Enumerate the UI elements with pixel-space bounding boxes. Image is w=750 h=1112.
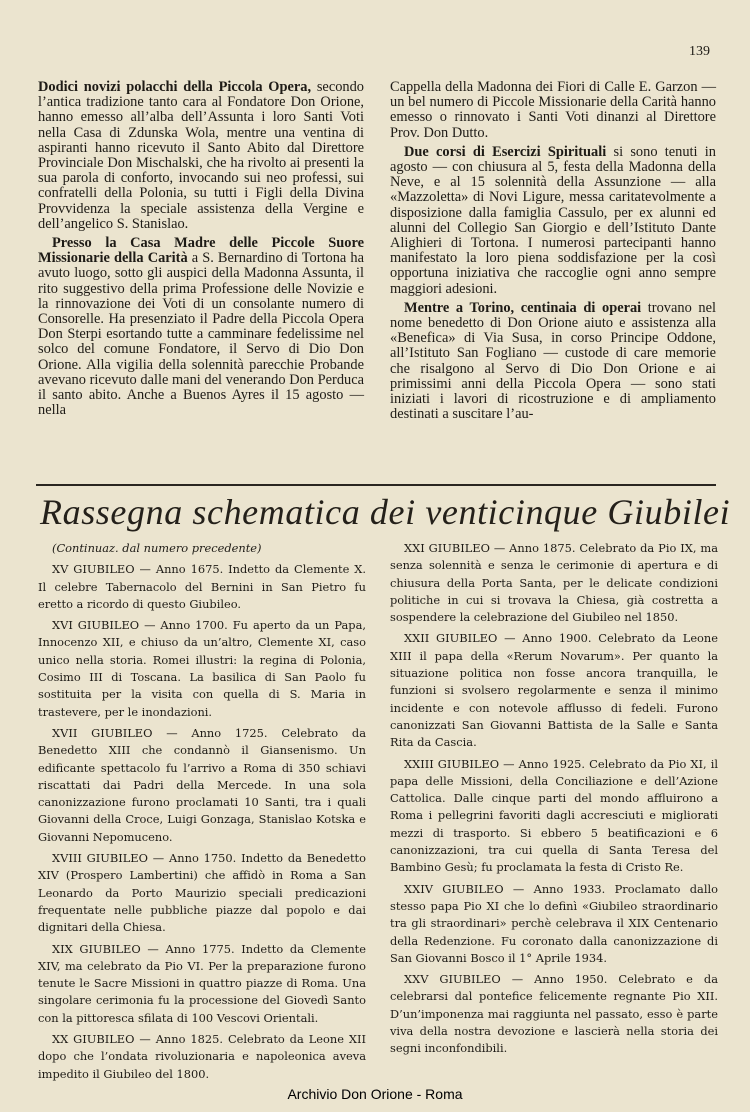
jubilee-column-left — [38, 540, 366, 1081]
news-text: secondo l’antica tradizione tanto cara al Fondatore Don Orione, hanno emesso all’alba dell’Assunta i loro Santi Voti nella Casa di Zdunska Wola, mentre una ventina di aspiranti hanno ricevuto il Santo Abito dal Direttore Provinciale Don Mischalski, che ha rivolto ai presenti la sua parola di conforto, invocando sui neo professi, sui confratelli della Polonia, su tutti i Figli della Divina Provvidenza la speciale assistenza della Vergine e dell’angelico S. Stanislao. — [38, 79, 364, 232]
news-lead: Presso la Casa Madre delle Piccole Suore Missionarie della Carità — [38, 235, 364, 267]
news-paragraph — [390, 301, 716, 423]
news-lead: Dodici novizi polacchi della Piccola Opera, — [38, 79, 312, 95]
jubilee-entry: XVII GIUBILEO — Anno 1725. Celebrato da Benedetto XIII che condannò il Giansenismo. Un edificante spettacolo fu l’arrivo a Roma di 350 schiavi riscattati dai Padri della Mercede. In una sola canonizzazione furono proclamati 10 Santi, tra i quali Giovanni della Croce, Luigi Gonzaga, Stanislao Kotska e Giovanni Nepomuceno. — [38, 725, 366, 844]
news-paragraph — [38, 80, 364, 232]
jubilee-entry: XV GIUBILEO — Anno 1675. Indetto da Clemente X. Il celebre Tabernacolo del Bernini in San Pietro fu eretto a ricordo di questo Giubileo. — [38, 562, 366, 611]
news-column-right — [390, 80, 716, 475]
jubilee-entry: XXIV GIUBILEO — Anno 1933. Proclamato dallo stesso papa Pio XI che lo definì «Giubileo straordinario tra gli straordinari» perchè celebrava il XIX Centenario della Redenzione. Fu coronato dalla canonizzazione di San Giovanni Bosco il 1° Aprile 1934. — [390, 881, 718, 965]
jubilee-entry: XX GIUBILEO — Anno 1825. Celebrato da Leone XII dopo che l’ondata rivoluzionaria e napoleonica aveva impedito il Giubileo del 1800. — [38, 1032, 366, 1081]
page-number: 139 — [689, 44, 710, 59]
archive-footer: Archivio Don Orione - Roma — [287, 1086, 463, 1102]
jubilee-entry: XIX GIUBILEO — Anno 1775. Indetto da Clemente XIV, ma celebrato da Pio VI. Per la preparazione furono tenute le Sacre Missioni in quattro piazze di Roma. Una singolare cerimonia fu la processione del Giovedì Santo con la pittoresca sfilata di 100 Vescovi Orientali. — [38, 941, 366, 1025]
news-paragraph — [390, 80, 716, 141]
news-lead: Due corsi di Esercizi Spirituali — [404, 143, 607, 160]
section-divider — [36, 484, 716, 486]
jubilee-entry: XXII GIUBILEO — Anno 1900. Celebrato da Leone XIII il papa della «Rerum Novarum». Per quanto la situazione politica non fosse ancora tranquilla, le funzioni si svolsero regolarmente e senza il minimo incidente e con notevole afflusso di fedeli. Furono canonizzati San Giovanni Battista de la Salle e Santa Rita da Cascia. — [390, 631, 718, 750]
jubilee-entry: XXIII GIUBILEO — Anno 1925. Celebrato da Pio XI, il papa delle Missioni, della Conciliazione e dell’Azione Cattolica. Dalle cinque parti del mondo affluirono a Roma i pellegrini favoriti dagli accresciuti e migliorati mezzi di trasporto. Si ebbero 5 beatificazioni e 6 canonizzazioni, tra cui quella di Santa Teresa del Bambino Gesù; fu proclamata la festa di Cristo Re. — [390, 756, 718, 875]
news-text: Cappella della Madonna dei Fiori di Calle E. Garzon — un bel numero di Piccole Missionarie della Carità hanno emesso o rinnovato i Santi Voti dinanzi al Direttore Prov. Don Dutto. — [390, 79, 716, 141]
jubilee-entry: XXV GIUBILEO — Anno 1950. Celebrato e da celebrarsi dal pontefice felicemente regnante Pio XII. D’un’imponenza mai raggiunta nel passato, esso è parte viva della nostra devozione e lascierà nella storia dei segni inconfondibili. — [390, 972, 718, 1056]
news-text: trovano nel nome benedetto di Don Orione aiuto e assistenza alla «Benefica» di Via Susa, in corso Principe Oddone, all’Istituto San Fogliano — custode di care memorie che risalgono al Servo di Dio Don Orione e ai primissimi anni della Piccola Opera — sono stati iniziati i lavori di ricostruzione e di ampliamento destinati a suscitare l’au- — [390, 299, 716, 423]
news-lead: Mentre a Torino, centinaia di operai — [404, 299, 642, 316]
continuation-note: (Continuaz. dal numero precedente) — [52, 541, 262, 555]
jubilee-entry: XVIII GIUBILEO — Anno 1750. Indetto da Benedetto XIV (Prospero Lambertini) che affidò in Roma a San Leonardo da Porto Maurizio speciali predicazioni frequentate nelle pubbliche piazze dal popolo e dai dignitari della Chiesa. — [38, 851, 366, 935]
article-headline: Rassegna schematica dei venticinque Giubilei — [40, 492, 731, 532]
jubilee-entry: XXI GIUBILEO — Anno 1875. Celebrato da Pio IX, ma senza solennità e senza le cerimonie di apertura e di chiusura della Porta Santa, per le delicate condizioni politiche in cui si trovava la Chiesa, già costretta a sospendere la celebrazione del Giubileo nel 1850. — [390, 541, 718, 625]
jubilee-columns — [38, 540, 718, 1081]
jubilee-entry: XVI GIUBILEO — Anno 1700. Fu aperto da un Papa, Innocenzo XII, e chiuso da un’altro, Clemente XI, caso unico nella storia. Romei illustri: la regina di Polonia, Cosimo III di Toscana. La basilica di San Paolo fu sostituita per la visita con quella di S. Maria in trastevere, per le inondazioni. — [38, 618, 366, 719]
news-text: si sono tenuti in agosto — con chiusura al 5, festa della Madonna della Neve, e al 15 solennità della Assunzione — alla «Mazzoletta» di Novi Ligure, messa caritatevolmente a disposizione dalla famiglia Cassulo, per ex alunni ed alunni del Collegio San Giorgio e dell’Istituto Dante Alighieri di Tortona. I numerosi partecipanti hanno manifestato la loro piena soddisfazione per la così opportuna iniziativa che raccoglie ogni anno sempre maggiori adesioni. — [390, 143, 716, 297]
news-column-left — [38, 80, 364, 475]
news-text: a S. Bernardino di Tortona ha avuto luogo, sotto gli auspici della Madonna Assunta, il rito suggestivo della prima Professione delle Novizie e la rinnovazione dei Voti di un consolante numero di Consorelle. Ha presenziato il Padre della Piccola Opera Don Sterpi esortando tutte a camminare fedelissime nel solco del comune Fondatore, il Servo di Dio Don Orione. Alla vigilia della solennità parecchie Probande avevano ricevuto dalle mani del venerando Don Perduca il santo abito. Anche a Buenos Ayres il 15 agosto — nella — [38, 250, 364, 419]
jubilee-column-right — [390, 540, 718, 1070]
news-columns — [38, 80, 716, 475]
news-paragraph — [38, 236, 364, 418]
news-paragraph — [390, 145, 716, 297]
